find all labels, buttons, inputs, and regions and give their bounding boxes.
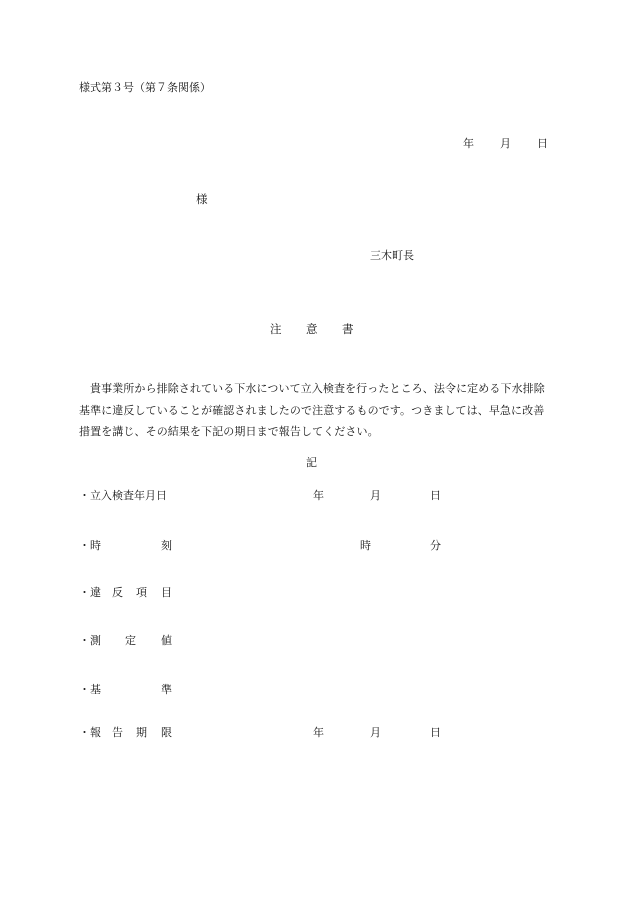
item-report-deadline <box>79 727 539 741</box>
deadline-label-a: ・報 <box>79 726 101 739</box>
deadline-day: 日 <box>430 726 441 739</box>
title-char-3: 書 <box>342 322 354 336</box>
sender-name: 三木町長 <box>370 249 414 262</box>
issue-date-year: 年 <box>463 137 474 150</box>
deadline-year: 年 <box>313 726 324 739</box>
standard-label-b: 準 <box>161 683 172 696</box>
title-char-2: 意 <box>306 322 318 336</box>
deadline-month: 月 <box>370 726 381 739</box>
violation-label-a: ・違 <box>79 586 101 599</box>
issue-date-month: 月 <box>500 137 511 150</box>
document-title <box>270 324 354 336</box>
item-inspection-date <box>79 490 539 504</box>
time-hour: 時 <box>360 539 371 552</box>
item-standard <box>79 684 539 698</box>
recipient-honorific: 様 <box>196 192 208 206</box>
item-time <box>79 540 539 554</box>
inspection-date-month: 月 <box>370 489 381 502</box>
inspection-date-year: 年 <box>313 489 324 502</box>
deadline-label-d: 限 <box>161 726 172 739</box>
violation-label-b: 反 <box>112 586 123 599</box>
issue-date <box>463 138 548 149</box>
issue-date-day: 日 <box>537 137 548 150</box>
time-minute: 分 <box>430 539 441 552</box>
standard-label-a: ・基 <box>79 683 101 696</box>
ki-heading: 記 <box>306 456 317 469</box>
measured-label-b: 定 <box>125 634 136 647</box>
inspection-date-label: ・立入検査年月日 <box>79 489 167 502</box>
time-label-a: ・時 <box>79 539 101 552</box>
violation-label-c: 項 <box>136 586 147 599</box>
measured-label-a: ・測 <box>79 634 101 647</box>
inspection-date-day: 日 <box>430 489 441 502</box>
violation-label-d: 目 <box>161 586 172 599</box>
body-paragraph: 貴事業所から排除されている下水について立入検査を行ったところ、法令に定める下水排除基準に違反していることが確認されましたので注意するものです。つきましては、早急に改善措置を講じ、その結果を下記の期日まで報告してください。 <box>79 382 545 438</box>
form-number: 様式第３号（第７条関係） <box>79 81 211 94</box>
item-violation <box>79 587 539 601</box>
measured-label-c: 値 <box>161 634 172 647</box>
time-label-b: 刻 <box>161 539 172 552</box>
deadline-label-c: 期 <box>136 726 147 739</box>
item-measured-value <box>79 635 539 649</box>
deadline-label-b: 告 <box>112 726 123 739</box>
title-char-1: 注 <box>270 322 282 336</box>
